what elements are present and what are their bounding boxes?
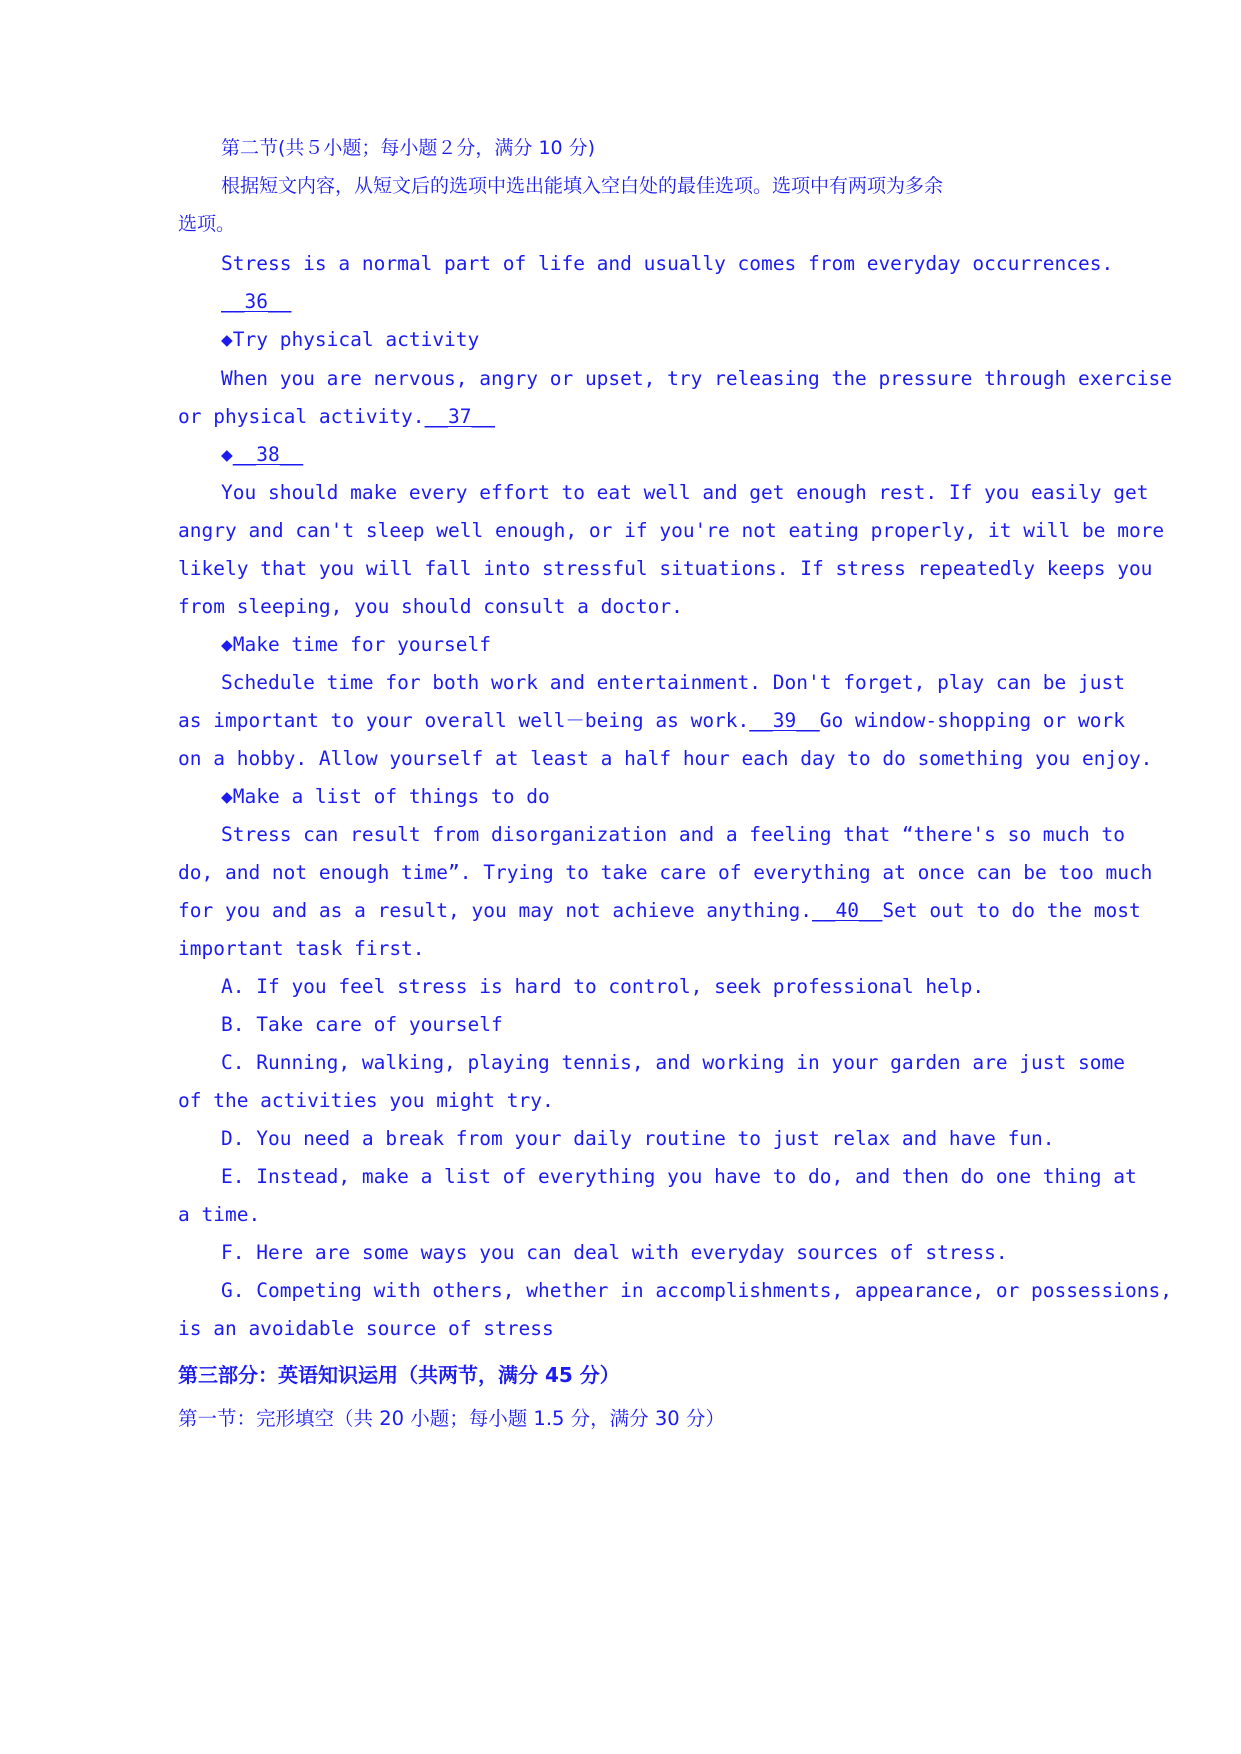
part3-title: 第三部分：英语知识运用（共两节，满分 45 分） (178, 1363, 620, 1387)
blank-40: __40__ (811, 899, 883, 922)
blank-38: __38__ (232, 443, 304, 466)
blank-36: __36__ (221, 290, 292, 313)
option-g-line1: G. Competing with others, whether in accomplishments, appearance, or possessions, (221, 1279, 1172, 1302)
option-e-line1: E. Instead, make a list of everything you have to do, and then do one thing at (221, 1165, 1137, 1188)
instruction-line-2: 选项。 (178, 213, 236, 235)
option-c-line1: C. Running, walking, playing tennis, and working in your garden are just some (221, 1051, 1125, 1074)
blank-39: __39__ (749, 709, 820, 732)
paragraph1-line1: When you are nervous, angry or upset, try releasing the pressure through exercise (221, 367, 1172, 390)
option-d: D. You need a break from your daily routine to just relax and have fun. (221, 1127, 1055, 1150)
paragraph3-line2: as important to your overall well－being as work.__39__Go window-shopping or work (178, 709, 1125, 732)
paragraph2-line4: from sleeping, you should consult a doctor. (178, 595, 683, 618)
section1-header: 第一节：完形填空（共 20 小题；每小题 1.5 分，满分 30 分） (178, 1407, 725, 1430)
option-f: F. Here are some ways you can deal with everyday sources of stress. (221, 1241, 1008, 1264)
paragraph1-line2: or physical activity.__37__ (178, 405, 495, 428)
heading-make-list: ◆Make a list of things to do (221, 785, 550, 808)
paragraph4-line2: do, and not enough time”. Trying to take care of everything at once can be too much (178, 861, 1153, 884)
intro-sentence: Stress is a normal part of life and usually comes from everyday occurrences. (221, 252, 1114, 275)
section2-header: 第二节(共５小题；每小题２分，满分 10 分) (221, 137, 596, 159)
blank-37: __37__ (424, 405, 495, 428)
paragraph4-line4: important task first. (178, 937, 425, 960)
option-a: A. If you feel stress is hard to control, seek professional help. (221, 975, 985, 998)
heading-try-physical-activity: ◆Try physical activity (221, 328, 480, 351)
paragraph2-line2: angry and can't sleep well enough, or if you're not eating properly, it will be more (178, 519, 1165, 542)
instruction-line-1: 根据短文内容，从短文后的选项中选出能填入空白处的最佳选项。选项中有两项为多余 (221, 175, 944, 197)
option-b: B. Take care of yourself (221, 1013, 503, 1036)
heading-make-time: ◆Make time for yourself (221, 633, 492, 656)
option-e-line2: a time. (178, 1203, 261, 1226)
paragraph3-line3: on a hobby. Allow yourself at least a half hour each day to do something you enjoy. (178, 747, 1153, 770)
paragraph2-line1: You should make every effort to eat well and get enough rest. If you easily get (221, 481, 1149, 504)
option-g-line2: is an avoidable source of stress (178, 1317, 554, 1340)
paragraph3-line1: Schedule time for both work and entertainment. Don't forget, play can be just (221, 671, 1125, 694)
option-c-line2: of the activities you might try. (178, 1089, 554, 1112)
heading-blank-38: ◆__38__ (221, 443, 304, 466)
paragraph2-line3: likely that you will fall into stressful situations. If stress repeatedly keeps you (178, 557, 1153, 580)
paragraph4-line3: for you and as a result, you may not achieve anything.__40__Set out to do the most (178, 899, 1141, 922)
paragraph4-line1: Stress can result from disorganization and a feeling that “there's so much to (221, 823, 1125, 846)
